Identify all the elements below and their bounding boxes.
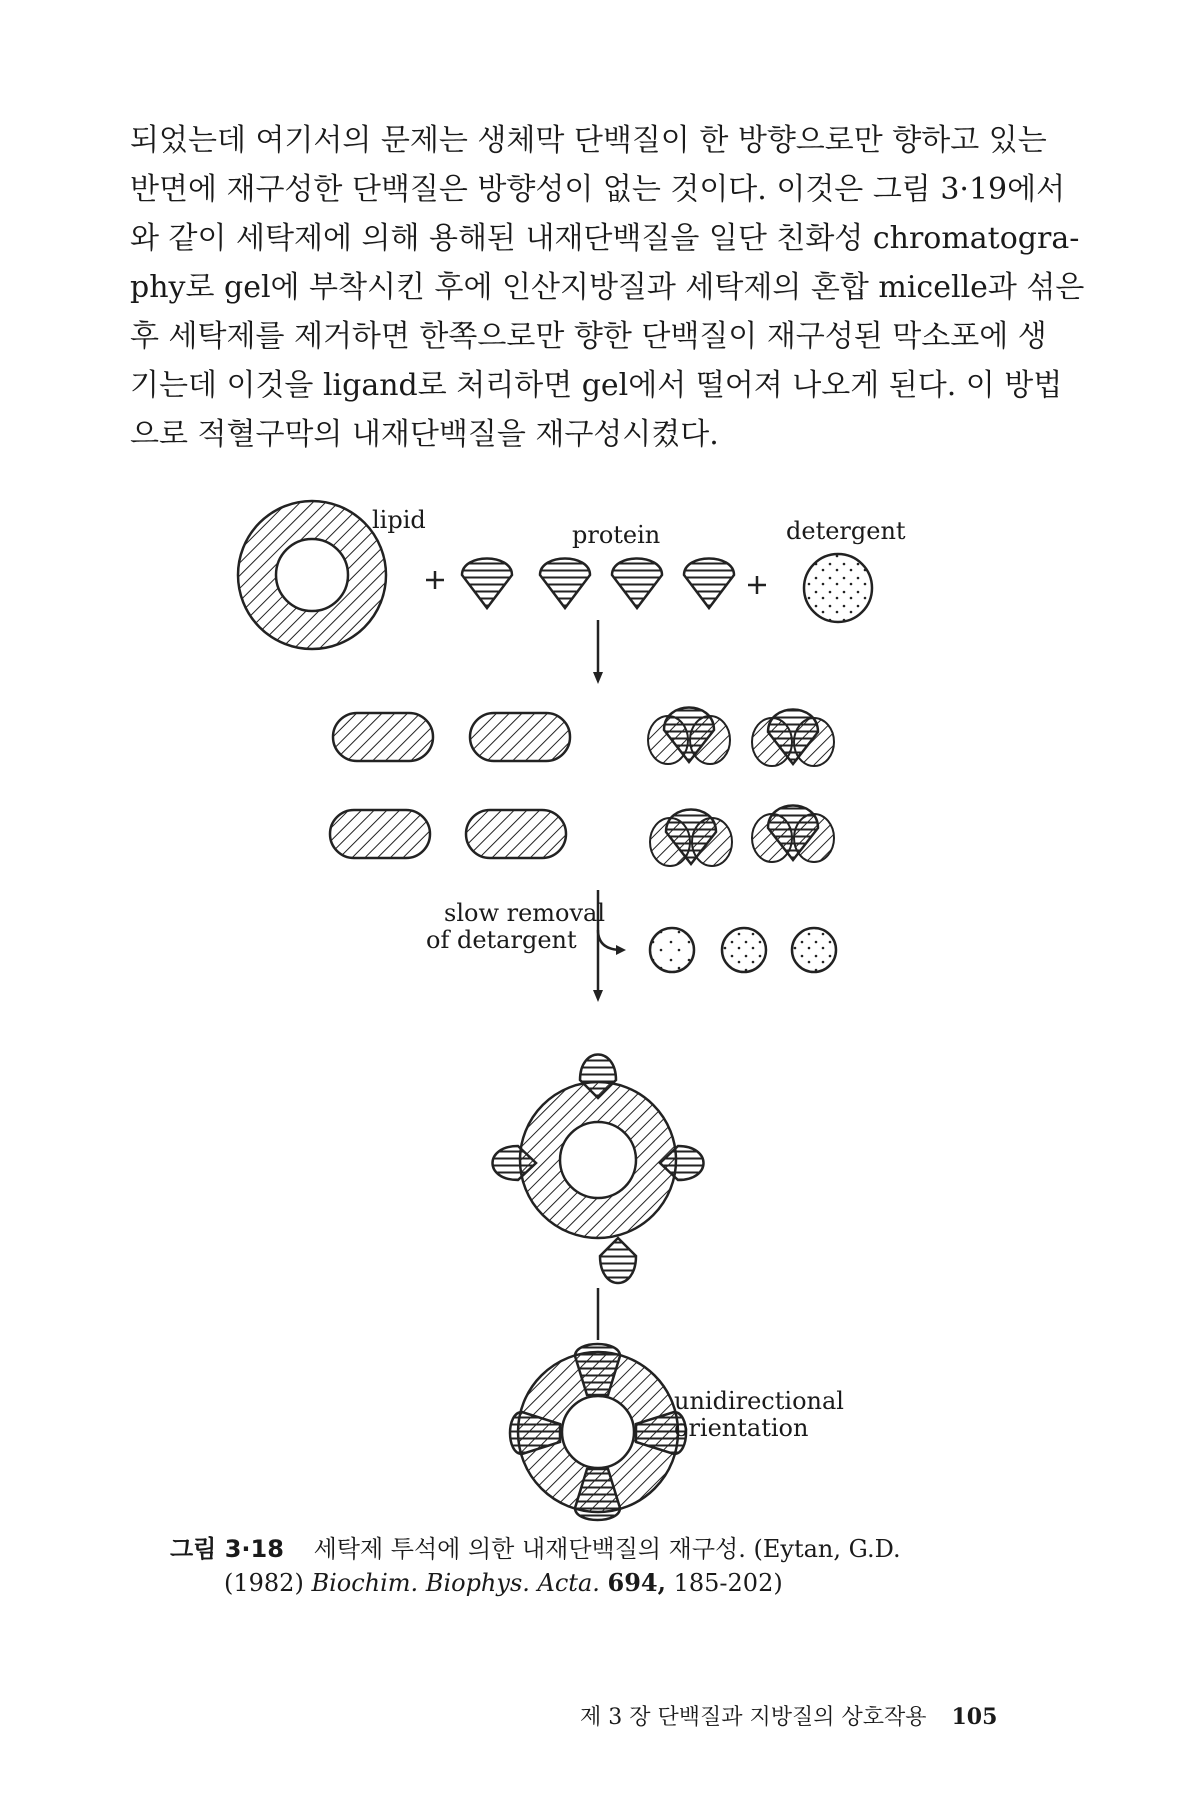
label-unidirectional: unidirectional <box>674 1387 844 1415</box>
detergent-micelle <box>650 928 694 972</box>
mixed-micelle <box>333 713 433 761</box>
label-of-detergent: of detargent <box>426 926 577 954</box>
vesicle-random-orientation <box>520 1082 676 1238</box>
page-footer <box>580 1700 997 1731</box>
citation-pages: 185-202) <box>673 1569 783 1597</box>
branch-arrow-icon <box>598 930 626 955</box>
plus-sign <box>426 571 444 589</box>
protein-complex <box>752 806 834 863</box>
body-line: 되었는데 여기서의 문제는 생체막 단백질이 한 방향으로만 향하고 있는 <box>130 123 1047 158</box>
body-line: 와 같이 세탁제에 의해 용해된 내재단백질을 일단 친화성 chromatogra- <box>130 221 1080 256</box>
label-detergent: detergent <box>786 517 906 545</box>
down-arrow-icon <box>593 620 603 684</box>
body-line: 으로 적혈구막의 내재단백질을 재구성시켰다. <box>130 417 719 452</box>
protein-icon <box>462 559 512 609</box>
figure-caption <box>170 1532 1070 1600</box>
protein-complex <box>650 810 732 867</box>
body-line: phy로 gel에 부착시킨 후에 인산지방질과 세탁제의 혼합 micelle과 섞은 <box>130 270 1085 305</box>
protein-icon <box>612 559 662 609</box>
mixed-micelle <box>466 810 566 858</box>
detergent-micelle <box>804 554 872 622</box>
citation-authors: (Eytan, G.D. <box>753 1535 901 1563</box>
body-line: 반면에 재구성한 단백질은 방향성이 없는 것이다. 이것은 그림 3·19에서 <box>130 172 1066 207</box>
protein-complex <box>752 710 834 767</box>
plus-sign <box>748 576 766 594</box>
citation-volume: 694, <box>607 1568 666 1597</box>
label-slow-removal: slow removal <box>444 899 606 927</box>
figure-number: 그림 3·18 <box>170 1535 284 1563</box>
label-protein: protein <box>572 521 661 549</box>
label-orientation: orientation <box>674 1414 809 1442</box>
detergent-micelle <box>722 928 766 972</box>
page-number: 105 <box>951 1704 998 1730</box>
body-line: 기는데 이것을 ligand로 처리하면 gel에서 떨어져 나오게 된다. 이 방법 <box>130 368 1063 403</box>
figure-title: 세탁제 투석에 의한 내재단백질의 재구성. <box>313 1535 746 1563</box>
protein-icon <box>684 559 734 609</box>
body-line: 후 세탁제를 제거하면 한쪽으로만 향한 단백질이 재구성된 막소포에 생 <box>130 319 1047 354</box>
protein-icon <box>600 1238 636 1283</box>
label-lipid: lipid <box>372 506 426 534</box>
running-chapter-title: 제 3 장 단백질과 지방질의 상호작용 <box>580 1705 927 1730</box>
detergent-micelle <box>792 928 836 972</box>
protein-complex <box>648 708 730 765</box>
protein-icon <box>540 559 590 609</box>
mixed-micelle <box>330 810 430 858</box>
citation-journal: Biochim. Biophys. Acta. <box>311 1569 600 1597</box>
citation-year: (1982) <box>224 1569 304 1597</box>
mixed-micelle <box>470 713 570 761</box>
lipid-vesicle <box>238 501 386 649</box>
